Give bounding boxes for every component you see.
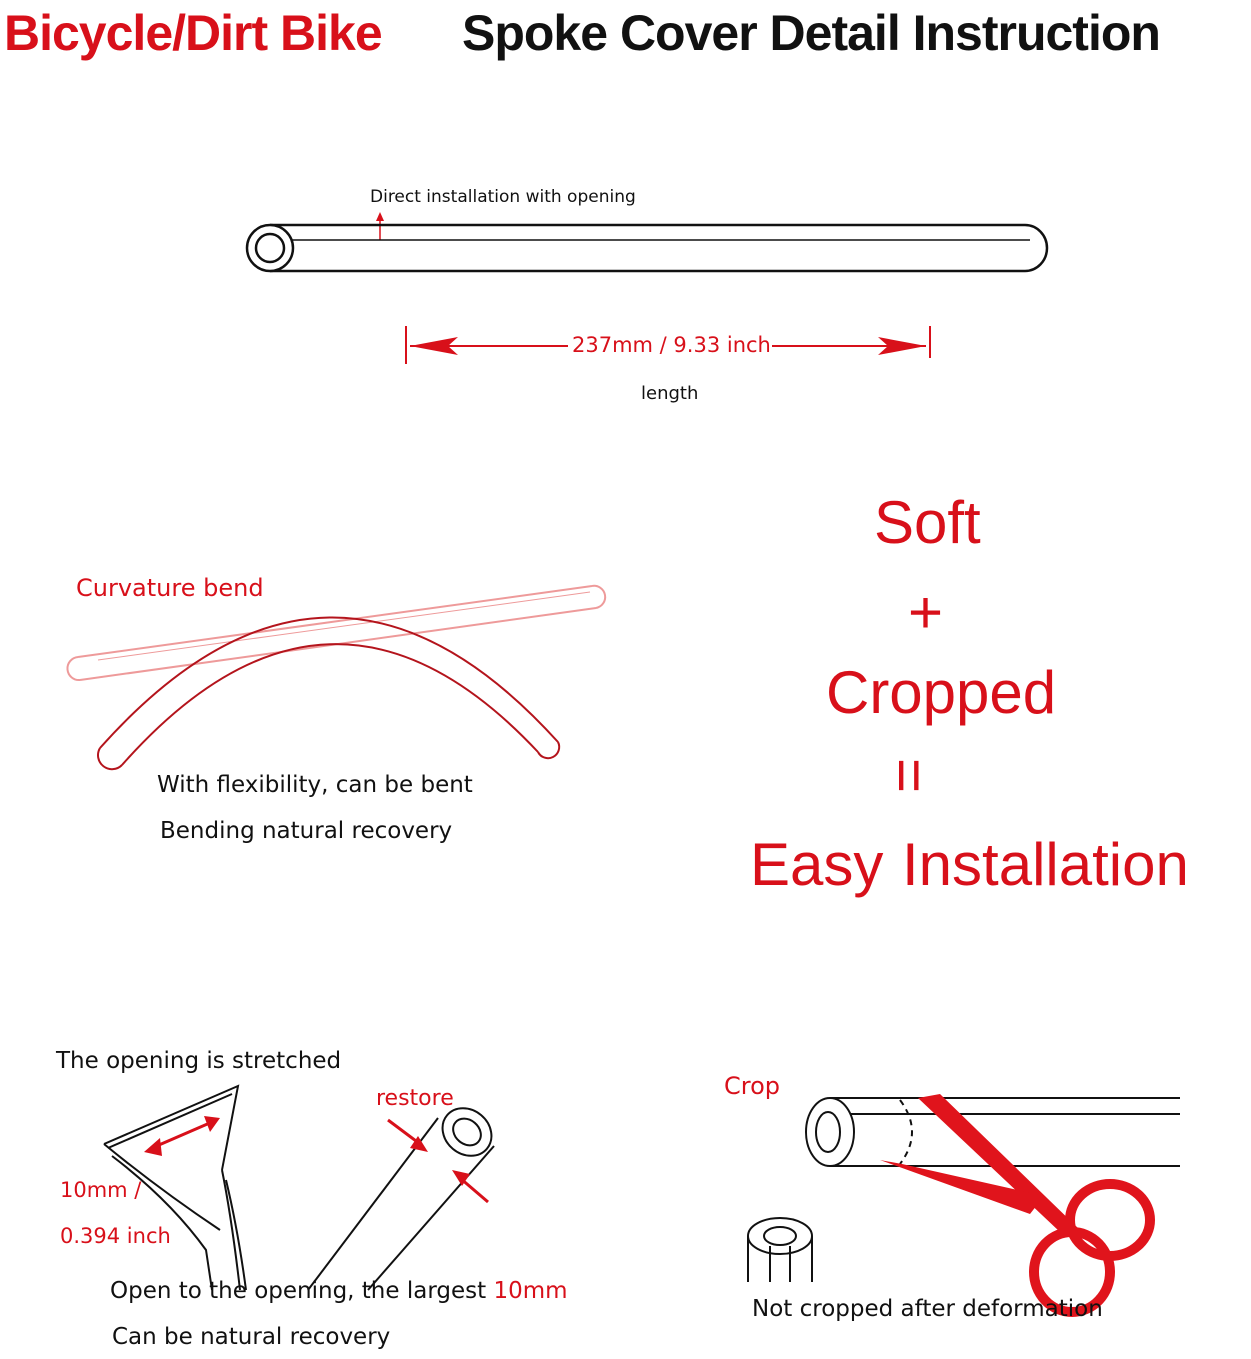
size-line-2: 0.394 inch (60, 1224, 171, 1248)
dimension-label: 237mm / 9.33 inch (572, 333, 771, 357)
opening-note: Direct installation with opening (370, 187, 636, 207)
crop-caption: Not cropped after deformation (752, 1296, 1103, 1322)
slogan-cropped: Cropped (826, 659, 1057, 726)
size-line-1: 10mm / (60, 1178, 142, 1202)
crop-heading: Crop (724, 1072, 781, 1100)
bend-line-2: Bending natural recovery (160, 818, 453, 844)
slogan-equals: = (876, 758, 943, 794)
opening-line-1-prefix: Open to the opening, the largest (110, 1278, 494, 1304)
slogan-easy: Easy (750, 831, 884, 898)
slogan-plus: + (908, 579, 944, 646)
length-caption: length (641, 383, 699, 404)
header-title-red: Bicycle/Dirt Bike (4, 5, 382, 61)
opening-line-1-value: 10mm (493, 1278, 568, 1304)
slogan-installation: Installation (902, 831, 1189, 898)
opening-line-2: Can be natural recovery (112, 1324, 391, 1350)
header-title-black: Spoke Cover Detail Instruction (462, 5, 1160, 61)
curvature-heading: Curvature bend (76, 574, 264, 602)
bend-line-1: With flexibility, can be bent (157, 772, 473, 798)
slogan-soft: Soft (874, 489, 981, 556)
restore-label: restore (376, 1086, 454, 1111)
scissors-icon (880, 1094, 1150, 1312)
opening-heading: The opening is stretched (56, 1048, 342, 1074)
